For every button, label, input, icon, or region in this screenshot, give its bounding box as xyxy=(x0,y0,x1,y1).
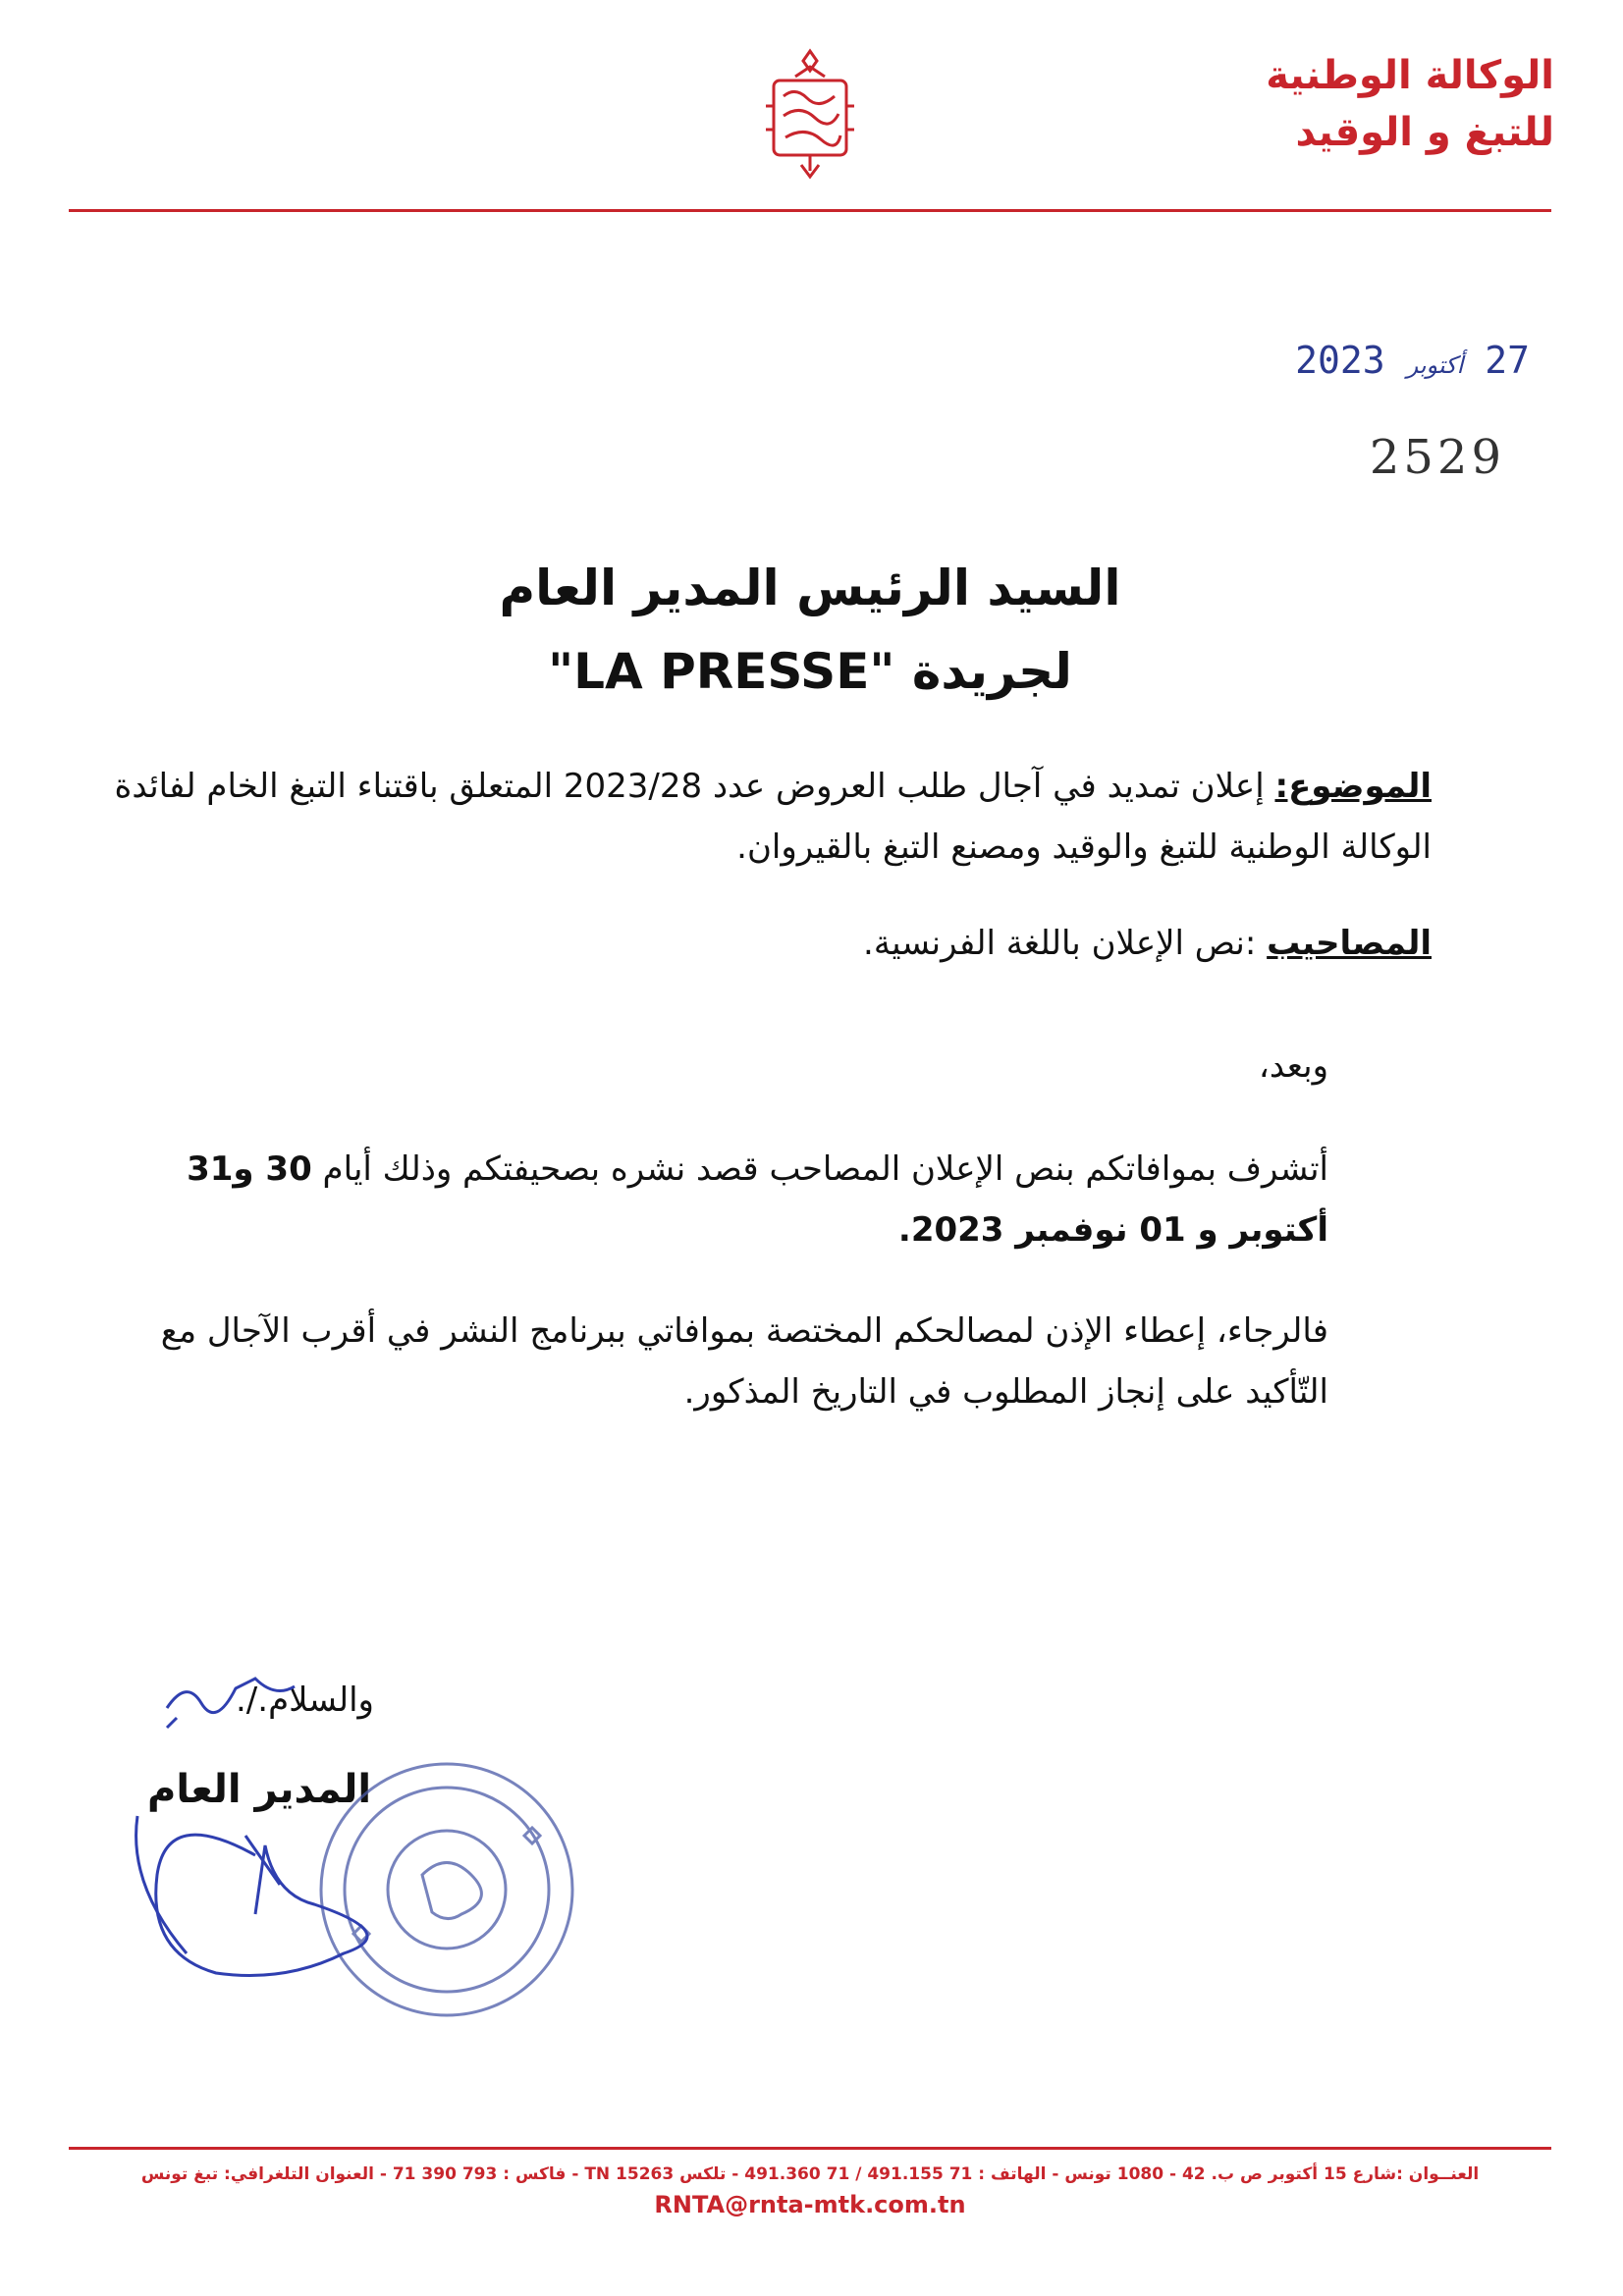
body-paragraph-1-text: أتشرف بموافاتكم بنص الإعلان المصاحب قصد نشره بصحيفتكم وذلك أيام xyxy=(322,1149,1328,1189)
org-name-line2: للتبغ و الوقيد xyxy=(1295,110,1554,155)
subject-label: الموضوع: xyxy=(1274,767,1432,806)
recipient-line1: السيد الرئيس المدير العام xyxy=(499,560,1121,616)
body-paragraph-1 xyxy=(111,1139,1328,1260)
attachments-paragraph xyxy=(106,913,1432,974)
signer-title: المدير العام xyxy=(147,1767,372,1812)
footer-address: العنــوان :شارع 15 أكتوبر ص ب. 42 - 1080 تونس - الهاتف : 71 491.155 / 71 491.360 - تلكس TN 15263 - فاكس : 793 390 71 - العنوان التلغرافي: تبغ تونس xyxy=(140,2164,1480,2184)
attachments-label: المصاحيب xyxy=(1267,924,1432,963)
attachments-text: :نص الإعلان باللغة الفرنسية. xyxy=(863,924,1257,963)
footer-email[interactable]: RNTA@rnta-mtk.com.tn xyxy=(654,2191,966,2218)
subject-paragraph xyxy=(106,756,1432,878)
closing-salutation: والسلام./. xyxy=(236,1681,374,1720)
publication-dates: 30 و31 أكتوبر و 01 نوفمبر 2023. xyxy=(187,1149,1328,1250)
footer-divider xyxy=(69,2147,1551,2150)
recipient-line2: لجريدة "LA PRESSE" xyxy=(548,643,1072,700)
body-paragraph-2: فالرجاء، إعطاء الإذن لمصالحكم المختصة بموافاتي ببرنامج النشر في أقرب الآجال مع التّأكيد على إنجاز المطلوب في التاريخ المذكور. xyxy=(160,1311,1328,1412)
reference-number: 2529 xyxy=(1369,430,1505,485)
organization-name xyxy=(1142,47,1554,161)
handwritten-signature-icon xyxy=(108,1659,461,2012)
org-name-line1: الوكالة الوطنية xyxy=(1266,53,1554,98)
header-divider xyxy=(69,209,1551,212)
letter-date xyxy=(1295,339,1530,382)
rnta-emblem-icon xyxy=(756,47,864,185)
greeting: وبعد، xyxy=(1258,1046,1328,1086)
date-day: 27 xyxy=(1485,339,1530,382)
date-year: 2023 xyxy=(1295,339,1385,382)
subject-text: إعلان تمديد في آجال طلب العروض عدد 2023/28 المتعلق باقتناء التبغ الخام لفائدة الوكالة الوطنية للتبغ والوقيد ومصنع التبغ بالقيروان. xyxy=(114,767,1432,867)
date-month: أكتوبر xyxy=(1406,351,1464,379)
